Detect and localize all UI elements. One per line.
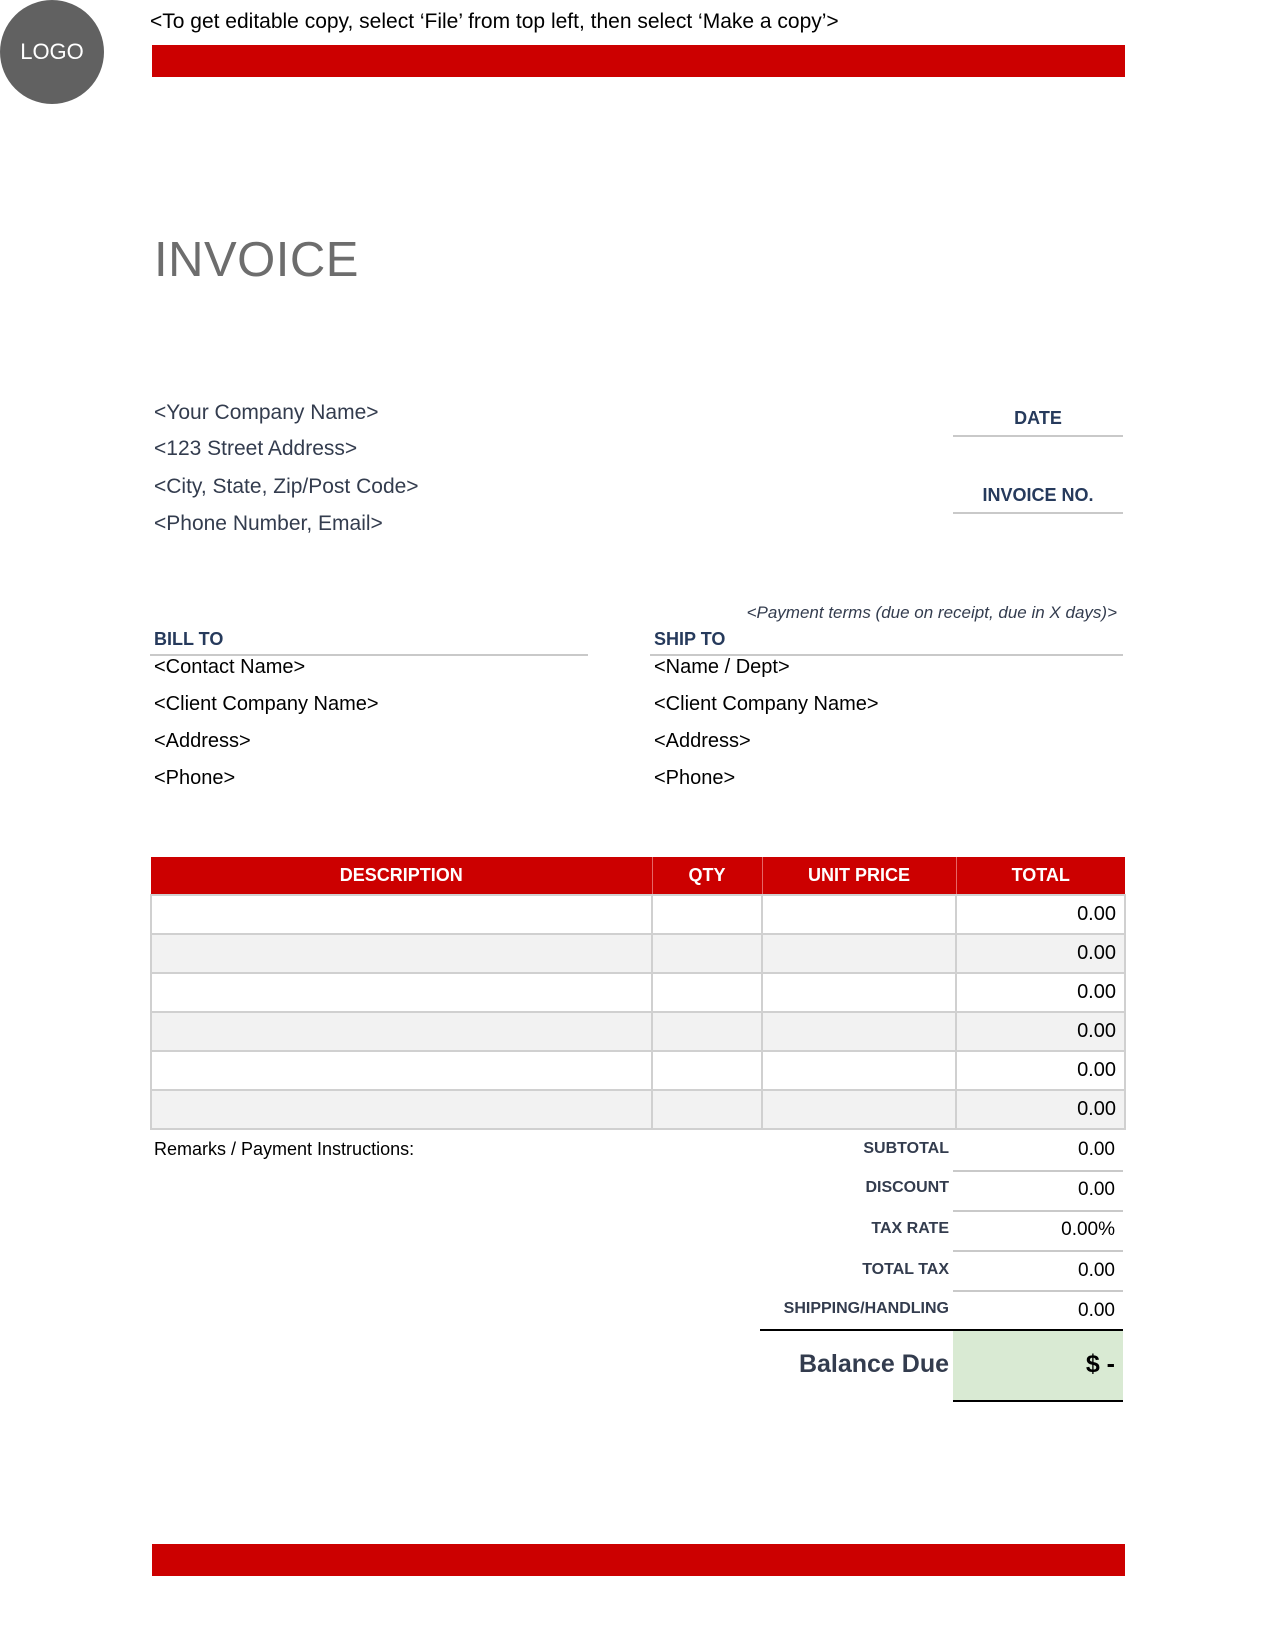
bill-to-label: BILL TO	[154, 629, 224, 649]
payment-terms[interactable]: <Payment terms (due on receipt, due in X days)>	[746, 603, 1117, 622]
cell-qty[interactable]	[652, 1012, 762, 1051]
bill-to-company[interactable]: <Client Company Name>	[154, 693, 379, 715]
table-row	[151, 934, 1125, 973]
date-label: DATE	[1014, 408, 1062, 428]
header-qty: QTY	[652, 857, 762, 895]
ship-to-phone[interactable]: <Phone>	[654, 767, 736, 789]
cell-total: 0.00	[956, 1090, 1125, 1129]
total-tax-label: TOTAL TAX	[862, 1261, 949, 1278]
invoice-title: INVOICE	[154, 233, 359, 287]
total-tax-value: 0.00	[1078, 1260, 1115, 1281]
cell-total: 0.00	[956, 1012, 1125, 1051]
discount-rule	[953, 1210, 1123, 1212]
copy-instruction: <To get editable copy, select ‘File’ from top left, then select ‘Make a copy’>	[150, 10, 839, 33]
subtotal-rule	[953, 1170, 1123, 1172]
cell-qty[interactable]	[652, 973, 762, 1012]
cell-qty[interactable]	[652, 1051, 762, 1090]
company-contact[interactable]: <Phone Number, Email>	[154, 512, 383, 535]
cell-unit-price[interactable]	[762, 895, 956, 934]
remarks-label: Remarks / Payment Instructions:	[154, 1139, 415, 1159]
tax-rate-value[interactable]: 0.00%	[1061, 1219, 1115, 1240]
cell-unit-price[interactable]	[762, 973, 956, 1012]
cell-unit-price[interactable]	[762, 1090, 956, 1129]
company-street[interactable]: <123 Street Address>	[154, 437, 358, 460]
header-unit-price: UNIT PRICE	[762, 857, 956, 895]
top-accent-bar	[152, 45, 1125, 77]
total-tax-rule	[953, 1290, 1123, 1292]
cell-unit-price[interactable]	[762, 1051, 956, 1090]
ship-to-company[interactable]: <Client Company Name>	[654, 693, 879, 715]
company-name[interactable]: <Your Company Name>	[154, 401, 379, 424]
table-row	[151, 1090, 1125, 1129]
cell-unit-price[interactable]	[762, 1012, 956, 1051]
header-description: DESCRIPTION	[151, 857, 652, 895]
table-row	[151, 895, 1125, 934]
cell-description[interactable]	[151, 1051, 652, 1090]
bill-to-address[interactable]: <Address>	[154, 730, 251, 752]
cell-description[interactable]	[151, 895, 652, 934]
cell-total: 0.00	[956, 973, 1125, 1012]
invoice-number-label: INVOICE NO.	[982, 485, 1094, 505]
balance-due-label: Balance Due	[798, 1350, 949, 1378]
cell-qty[interactable]	[652, 934, 762, 973]
tax-rate-rule	[953, 1250, 1123, 1252]
cell-qty[interactable]	[652, 895, 762, 934]
subtotal-value: 0.00	[1078, 1139, 1115, 1160]
ship-to-address[interactable]: <Address>	[654, 730, 751, 752]
bill-to-contact[interactable]: <Contact Name>	[154, 656, 306, 678]
ship-to-name[interactable]: <Name / Dept>	[654, 656, 790, 678]
discount-label: DISCOUNT	[865, 1179, 949, 1196]
cell-qty[interactable]	[652, 1090, 762, 1129]
cell-total: 0.00	[956, 934, 1125, 973]
balance-due-value: $ -	[1085, 1350, 1115, 1378]
table-row	[151, 973, 1125, 1012]
shipping-label: SHIPPING/HANDLING	[783, 1300, 949, 1317]
cell-description[interactable]	[151, 973, 652, 1012]
table-row	[151, 1012, 1125, 1051]
date-field[interactable]	[953, 435, 1123, 437]
cell-unit-price[interactable]	[762, 934, 956, 973]
header-total: TOTAL	[956, 857, 1125, 895]
discount-value[interactable]: 0.00	[1078, 1179, 1115, 1200]
cell-description[interactable]	[151, 1090, 652, 1129]
line-items-table	[150, 857, 1126, 1130]
table-header-row	[151, 857, 1125, 895]
company-city[interactable]: <City, State, Zip/Post Code>	[154, 475, 419, 498]
logo-placeholder	[0, 0, 104, 104]
cell-total: 0.00	[956, 1051, 1125, 1090]
cell-description[interactable]	[151, 1012, 652, 1051]
bill-to-phone[interactable]: <Phone>	[154, 767, 236, 789]
invoice-number-field[interactable]	[953, 512, 1123, 514]
shipping-value[interactable]: 0.00	[1078, 1300, 1115, 1321]
ship-to-label: SHIP TO	[654, 629, 726, 649]
table-row	[151, 1051, 1125, 1090]
subtotal-label: SUBTOTAL	[863, 1140, 949, 1157]
cell-total: 0.00	[956, 895, 1125, 934]
cell-description[interactable]	[151, 934, 652, 973]
logo-text: LOGO	[20, 39, 84, 64]
tax-rate-label: TAX RATE	[871, 1220, 949, 1237]
bottom-accent-bar	[152, 1544, 1125, 1576]
